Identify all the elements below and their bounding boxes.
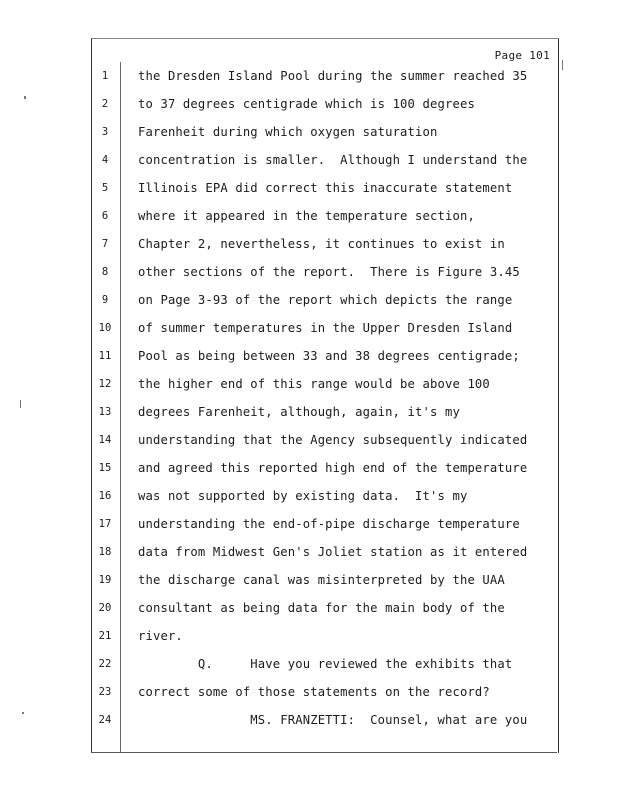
line-text: correct some of those statements on the record? xyxy=(138,685,490,699)
scan-speck xyxy=(20,400,21,408)
transcript-line xyxy=(0,458,618,478)
transcript-line xyxy=(0,150,618,170)
line-text: the Dresden Island Pool during the summer reached 35 xyxy=(138,69,528,83)
line-text: understanding that the Agency subsequently indicated xyxy=(138,433,528,447)
transcript-line xyxy=(0,486,618,506)
transcript-line xyxy=(0,206,618,226)
line-text: and agreed this reported high end of the temperature xyxy=(138,461,528,475)
line-number: 2 xyxy=(101,98,109,110)
transcript-line xyxy=(0,710,618,730)
line-number: 3 xyxy=(101,126,109,138)
line-number: 23 xyxy=(98,686,112,698)
transcript-line xyxy=(0,122,618,142)
transcript-line xyxy=(0,682,618,702)
line-text: to 37 degrees centigrade which is 100 degrees xyxy=(138,97,475,111)
transcript-line xyxy=(0,178,618,198)
transcript-line xyxy=(0,402,618,422)
line-text: understanding the end-of-pipe discharge temperature xyxy=(138,517,520,531)
line-text: river. xyxy=(138,629,183,643)
line-number: 14 xyxy=(98,434,112,446)
transcript-line xyxy=(0,318,618,338)
line-number: 13 xyxy=(98,406,112,418)
line-number: 10 xyxy=(98,322,112,334)
transcript-line xyxy=(0,430,618,450)
line-text: concentration is smaller. Although I understand the xyxy=(138,153,528,167)
line-text: was not supported by existing data. It's my xyxy=(138,489,468,503)
line-text: data from Midwest Gen's Joliet station as it entered xyxy=(138,545,528,559)
transcript-line xyxy=(0,262,618,282)
transcript-line xyxy=(0,290,618,310)
scan-speck xyxy=(22,712,24,714)
line-text: other sections of the report. There is Figure 3.45 xyxy=(138,265,520,279)
transcript-line xyxy=(0,374,618,394)
line-text: Illinois EPA did correct this inaccurate statement xyxy=(138,181,513,195)
line-number: 18 xyxy=(98,546,112,558)
line-text: of summer temperatures in the Upper Dresden Island xyxy=(138,321,513,335)
line-number: 4 xyxy=(101,154,109,166)
line-text: Farenheit during which oxygen saturation xyxy=(138,125,438,139)
transcript-line xyxy=(0,654,618,674)
transcript-line xyxy=(0,234,618,254)
line-text: Pool as being between 33 and 38 degrees centigrade; xyxy=(138,349,520,363)
line-number: 6 xyxy=(101,210,109,222)
line-number: 19 xyxy=(98,574,112,586)
line-number: 15 xyxy=(98,462,112,474)
line-number: 20 xyxy=(98,602,112,614)
line-text: the discharge canal was misinterpreted by the UAA xyxy=(138,573,505,587)
line-text: Q. Have you reviewed the exhibits that xyxy=(138,657,513,671)
line-number: 1 xyxy=(101,70,109,82)
scan-speck xyxy=(562,60,563,70)
line-number: 21 xyxy=(98,630,112,642)
line-number: 22 xyxy=(98,658,112,670)
transcript-line xyxy=(0,66,618,86)
line-number: 24 xyxy=(98,714,112,726)
line-number: 12 xyxy=(98,378,112,390)
line-number: 16 xyxy=(98,490,112,502)
transcript-line xyxy=(0,94,618,114)
transcript-line xyxy=(0,346,618,366)
line-text: consultant as being data for the main body of the xyxy=(138,601,505,615)
line-number: 8 xyxy=(101,266,109,278)
line-text: MS. FRANZETTI: Counsel, what are you xyxy=(138,713,528,727)
line-text: the higher end of this range would be above 100 xyxy=(138,377,490,391)
transcript-line xyxy=(0,542,618,562)
line-text: degrees Farenheit, although, again, it's my xyxy=(138,405,460,419)
line-number: 9 xyxy=(101,294,109,306)
page-number: Page 101 xyxy=(494,49,550,62)
transcript-line xyxy=(0,570,618,590)
line-number: 7 xyxy=(101,238,109,250)
transcript-line xyxy=(0,514,618,534)
line-text: where it appeared in the temperature section, xyxy=(138,209,475,223)
transcript-line xyxy=(0,598,618,618)
line-text: on Page 3-93 of the report which depicts the range xyxy=(138,293,513,307)
line-number: 17 xyxy=(98,518,112,530)
scan-speck xyxy=(24,96,26,99)
transcript-line xyxy=(0,626,618,646)
line-number: 5 xyxy=(101,182,109,194)
line-number: 11 xyxy=(98,350,112,362)
line-text: Chapter 2, nevertheless, it continues to exist in xyxy=(138,237,505,251)
page-frame-bottom xyxy=(91,752,557,753)
